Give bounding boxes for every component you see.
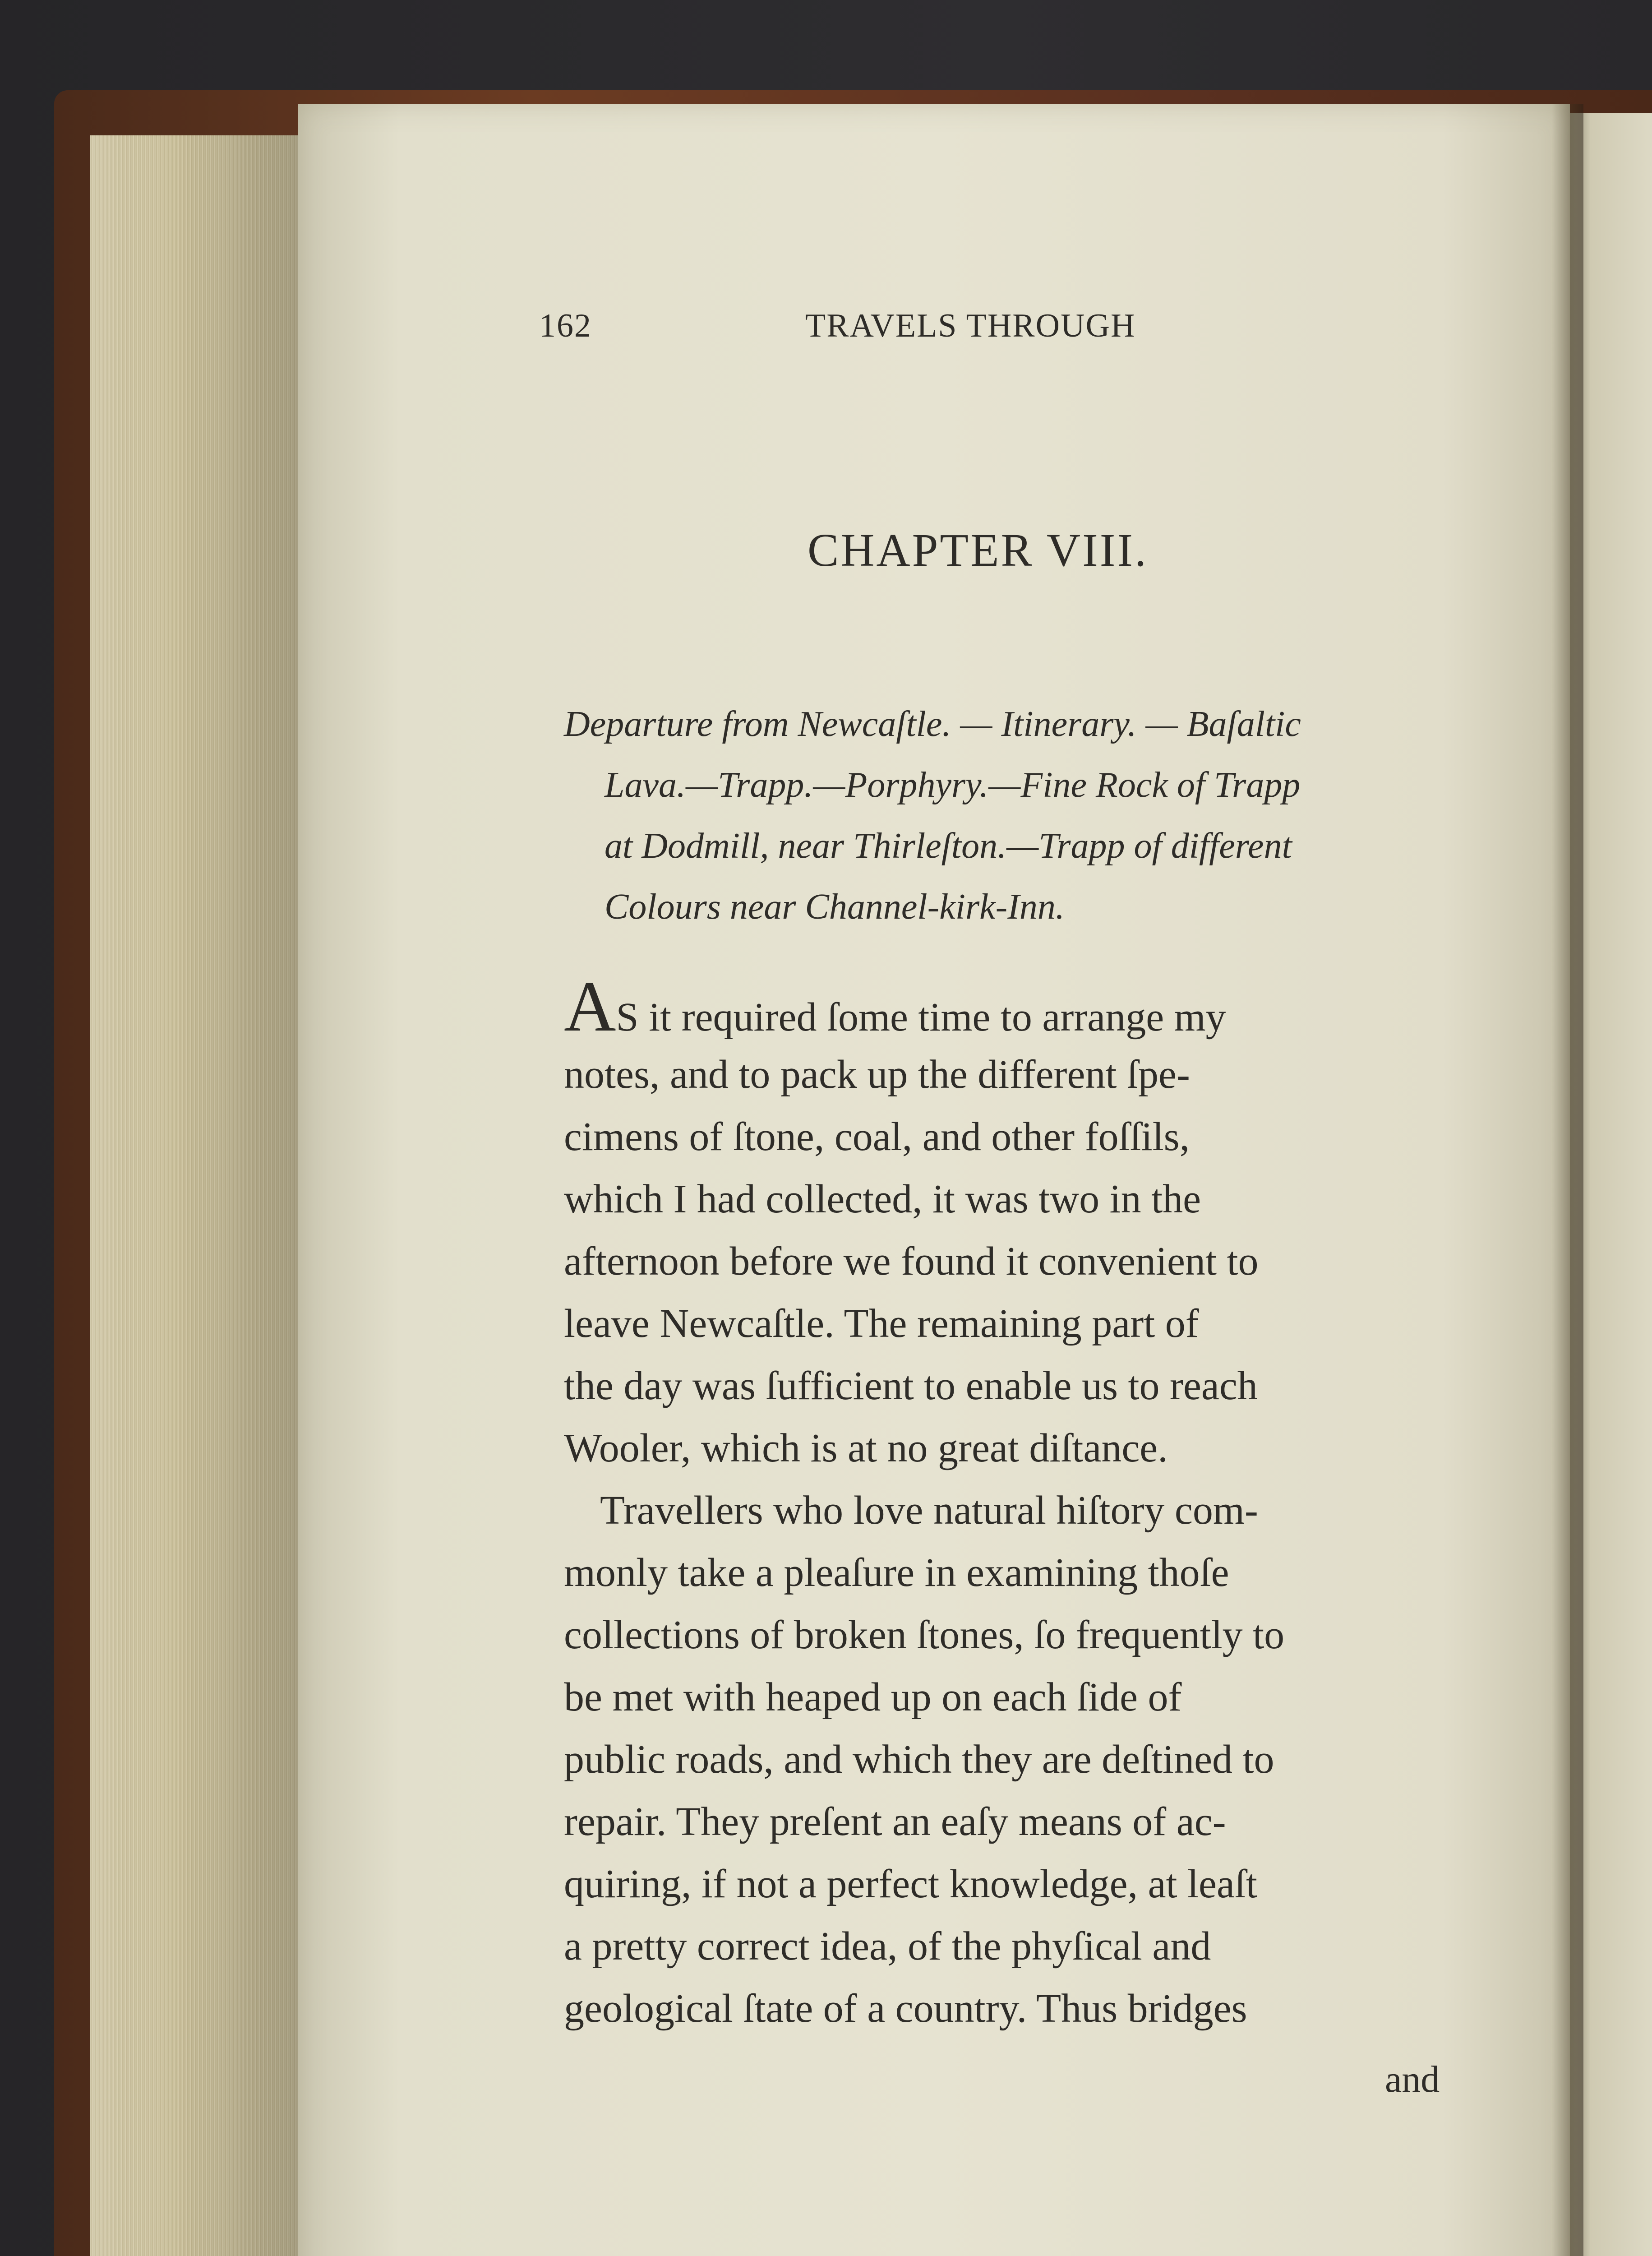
body-line: a pretty correct idea, of the phyſical and (564, 1924, 1211, 1969)
body-line: Travellers who love natural hiſtory com- (600, 1488, 1258, 1533)
body-line: repair. They preſent an eaſy means of ac- (564, 1799, 1226, 1844)
running-head-title: TRAVELS THROUGH (805, 307, 1136, 344)
body-line: cimens of ſtone, coal, and other foſſils, (564, 1114, 1190, 1159)
body-line: public roads, and which they are deſtined to (564, 1737, 1274, 1782)
body-line: quiring, if not a perfect knowledge, at leaſt (564, 1862, 1257, 1906)
running-head (539, 307, 1229, 356)
body-line: leave Newcaſtle. The remaining part of (564, 1301, 1199, 1346)
summary-line: Colours near Channel-kirk-Inn. (605, 887, 1065, 927)
body-line: collections of broken ſtones, ſo frequently to (564, 1613, 1285, 1657)
page-gutter-shadow (1552, 104, 1583, 2256)
chapter-title: CHAPTER VIII. (808, 524, 1148, 576)
drop-cap: A (564, 966, 616, 1046)
page-edges-shade (90, 135, 307, 2256)
body-line-first-rest: S it required ſome time to arrange my (616, 995, 1226, 1040)
body-line: geological ſtate of a country. Thus bridges (564, 1986, 1247, 2031)
body-line: monly take a pleaſure in examining thoſe (564, 1550, 1229, 1595)
page-number: 162 (539, 307, 592, 344)
summary-line: Departure from Newcaſtle. — Itinerary. — Baſaltic (564, 704, 1301, 744)
summary-line: Lava.—Trapp.—Porphyry.—Fine Rock of Trapp (605, 765, 1301, 805)
summary-line: at Dodmill, near Thirleſton.—Trapp of different (605, 826, 1292, 866)
body-line: notes, and to pack up the different ſpe- (564, 1052, 1190, 1097)
body-line: afternoon before we found it convenient to (564, 1239, 1259, 1284)
body-line: Wooler, which is at no great diſtance. (564, 1426, 1168, 1470)
body-line: which I had collected, it was two in the (564, 1177, 1201, 1221)
body-line-first (564, 966, 1226, 1046)
body-line: be met with heaped up on each ſide of (564, 1675, 1182, 1720)
catchword: and (1385, 2058, 1440, 2100)
body-line: the day was ſufficient to enable us to reach (564, 1364, 1258, 1408)
